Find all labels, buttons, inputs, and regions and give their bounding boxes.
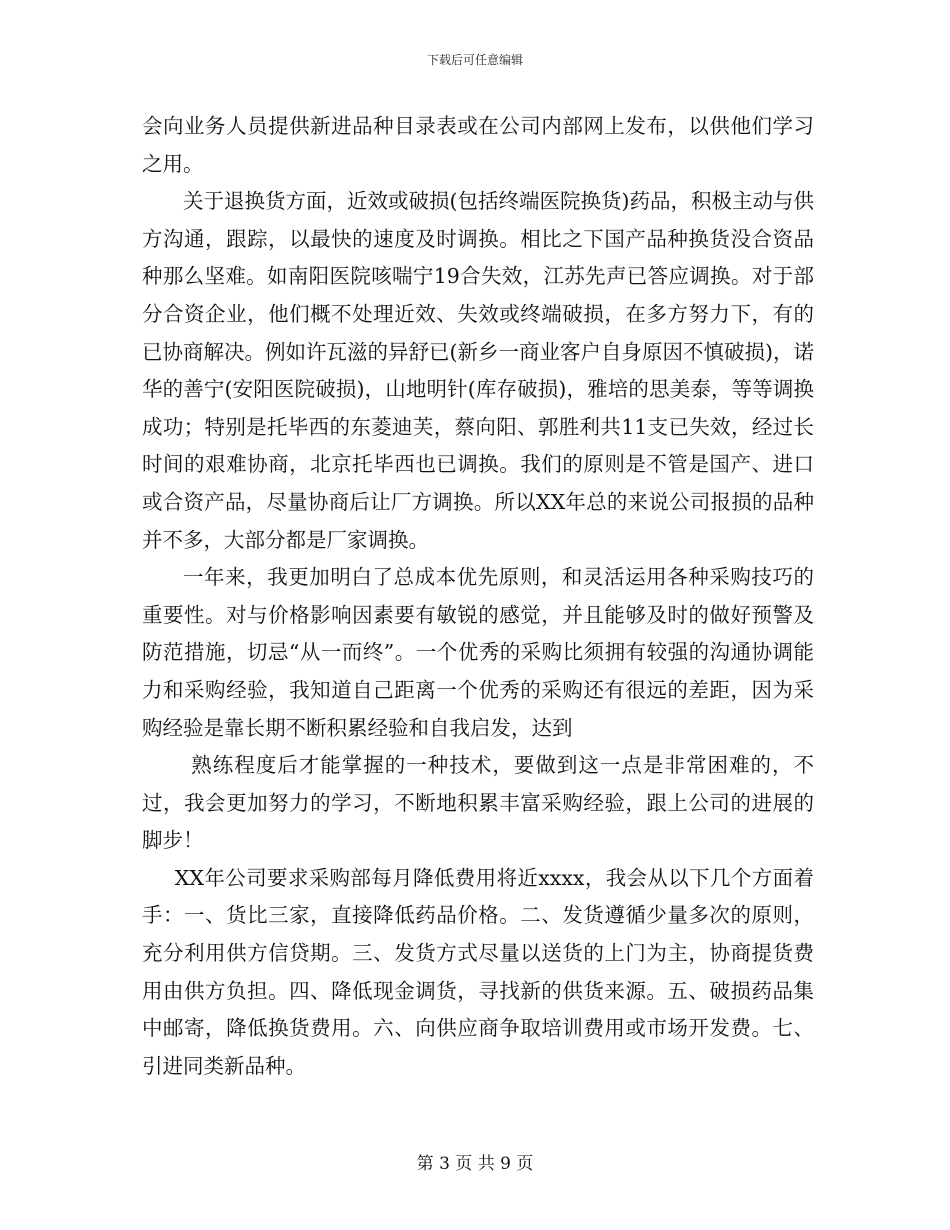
page-header-note: 下载后可任意编辑: [426, 53, 523, 67]
paragraph-returns-exchange: 关于退换货方面，近效或破损(包括终端医院换货)药品，积极主动与供方沟通，跟踪，以最快的速度及时调换。相比之下国产品种换货没合资品种那么坚难。如南阳医院咳喘宁19合失效，江苏先声已答应调换。对于部分合资企业，他们概不处理近效、失效或终端破损，在多方努力下，有的已协商解决。例如许瓦滋的异舒已(新乡一商业客户自身原因不慎破损)，诺华的善宁(安阳医院破损)，山地明针(库存破损)，雅培的思美泰，等等调换成功；特别是托毕西的东菱迪芙，蔡向阳、郭胜利共11支已失效，经过长时间的艰难协商，北京托毕西也已调换。我们的原则是不管是国产、进口或合资产品，尽量协商后让厂方调换。所以XX年总的来说公司报损的品种并不多，大部分都是厂家调换。: [142, 189, 814, 552]
page-number-footer: 第 3 页 共 9 页: [416, 1154, 534, 1174]
paragraph-continuation: 会向业务人员提供新进品种目录表或在公司内部网上发布，以供他们学习之用。: [142, 114, 814, 176]
paragraph-cost-reduction-plan: XX年公司要求采购部每月降低费用将近xxxx，我会从以下几个方面着手：一、货比三家，直接降低药品价格。二、发货遵循少量多次的原则，充分利用供方信贷期。三、发货方式尽量以送货的上门为主，协商提货费用由供方负担。四、降低现金调货，寻找新的供货来源。五、破损药品集中邮寄，降低换货费用。六、向供应商争取培训费用或市场开发费。七、引进同类新品种。: [142, 865, 814, 1078]
paragraph-skill-mastery: 熟练程度后才能掌握的一种技术，要做到这一点是非常困难的，不过，我会更加努力的学习，不断地积累丰富采购经验，跟上公司的进展的脚步！: [142, 753, 814, 853]
document-body: [142, 108, 814, 1085]
paragraph-year-reflection: 一年来，我更加明白了总成本优先原则，和灵活运用各种采购技巧的重要性。对与价格影响因素要有敏锐的感觉，并且能够及时的做好预警及防范措施，切忌“从一而终”。一个优秀的采购比须拥有较强的沟通协调能力和采购经验，我知道自己距离一个优秀的采购还有很远的差距，因为采购经验是靠长期不断积累经验和自我启发，达到: [142, 565, 814, 740]
